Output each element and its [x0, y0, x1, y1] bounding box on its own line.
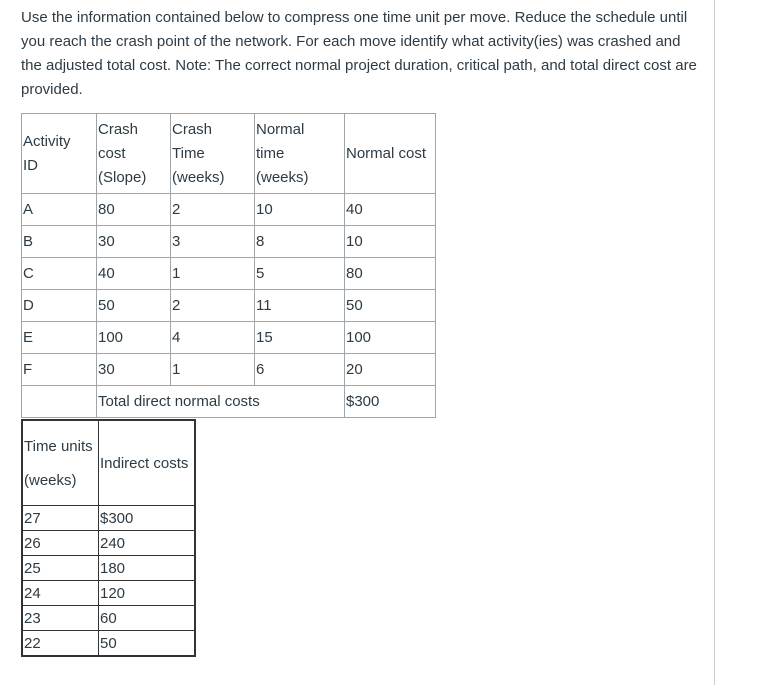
cell-indirect-cost: 180 — [99, 556, 196, 581]
cell-normal-time: 10 — [255, 194, 345, 226]
cell-indirect-cost: 120 — [99, 581, 196, 606]
cell-normal-time: 5 — [255, 258, 345, 290]
cell-crash-cost: 50 — [97, 290, 171, 322]
table-row — [22, 606, 195, 631]
total-label: Total direct normal costs — [97, 386, 345, 418]
cell-normal-cost: 50 — [345, 290, 436, 322]
cell-activity: C — [22, 258, 97, 290]
cell-activity: B — [22, 226, 97, 258]
cell-time-units: 23 — [22, 606, 99, 631]
indirect-header-row — [22, 420, 195, 506]
header-normal-time: Normal time (weeks) — [255, 114, 345, 194]
cell-time-units: 25 — [22, 556, 99, 581]
header-normal-cost: Normal cost — [345, 114, 436, 194]
cell-empty — [22, 386, 97, 418]
cell-normal-cost: 20 — [345, 354, 436, 386]
table-row — [22, 194, 436, 226]
cell-crash-time: 4 — [171, 322, 255, 354]
cell-activity: E — [22, 322, 97, 354]
cell-crash-time: 1 — [171, 258, 255, 290]
cell-activity: F — [22, 354, 97, 386]
cell-activity: A — [22, 194, 97, 226]
header-time-units: Time units (weeks) — [22, 420, 99, 506]
cell-crash-cost: 100 — [97, 322, 171, 354]
cell-crash-time: 2 — [171, 194, 255, 226]
table-row — [22, 631, 195, 657]
cell-normal-cost: 40 — [345, 194, 436, 226]
header-crash-time: Crash Time (weeks) — [171, 114, 255, 194]
question-text: Use the information contained below to compress one time unit per move. Reduce the schedule until you reach the crash point of the network. For each move identify what activity(ies) was crashed and the adjusted total cost. Note: The correct normal project duration, critical path, and total direct cost are provided. — [21, 9, 697, 98]
total-value: $300 — [345, 386, 436, 418]
cell-indirect-cost: 60 — [99, 606, 196, 631]
indirect-cost-table — [21, 419, 196, 657]
table-row — [22, 354, 436, 386]
cell-crash-time: 1 — [171, 354, 255, 386]
cell-crash-cost: 30 — [97, 354, 171, 386]
table-row — [22, 506, 195, 531]
cell-indirect-cost: 240 — [99, 531, 196, 556]
table-row — [22, 322, 436, 354]
table-row — [22, 556, 195, 581]
cell-crash-time: 3 — [171, 226, 255, 258]
cell-normal-time: 11 — [255, 290, 345, 322]
table-row — [22, 258, 436, 290]
header-indirect-costs: Indirect costs — [99, 420, 196, 506]
cell-time-units: 26 — [22, 531, 99, 556]
cell-normal-cost: 10 — [345, 226, 436, 258]
table-row — [22, 531, 195, 556]
panel-divider — [714, 0, 715, 685]
cell-crash-cost: 30 — [97, 226, 171, 258]
cell-activity: D — [22, 290, 97, 322]
cell-crash-cost: 80 — [97, 194, 171, 226]
header-activity-id: Activity ID — [22, 114, 97, 194]
cell-indirect-cost: 50 — [99, 631, 196, 657]
header-crash-cost: Crash cost (Slope) — [97, 114, 171, 194]
cell-time-units: 27 — [22, 506, 99, 531]
cell-crash-cost: 40 — [97, 258, 171, 290]
table-header-row — [22, 114, 436, 194]
cell-crash-time: 2 — [171, 290, 255, 322]
cell-normal-time: 6 — [255, 354, 345, 386]
table-row — [22, 581, 195, 606]
total-row — [22, 386, 436, 418]
cell-indirect-cost: $300 — [99, 506, 196, 531]
cell-normal-time: 15 — [255, 322, 345, 354]
cell-normal-cost: 100 — [345, 322, 436, 354]
cell-normal-time: 8 — [255, 226, 345, 258]
cell-normal-cost: 80 — [345, 258, 436, 290]
cell-time-units: 24 — [22, 581, 99, 606]
table-row — [22, 226, 436, 258]
activity-table — [21, 113, 436, 418]
table-row — [22, 290, 436, 322]
cell-time-units: 22 — [22, 631, 99, 657]
